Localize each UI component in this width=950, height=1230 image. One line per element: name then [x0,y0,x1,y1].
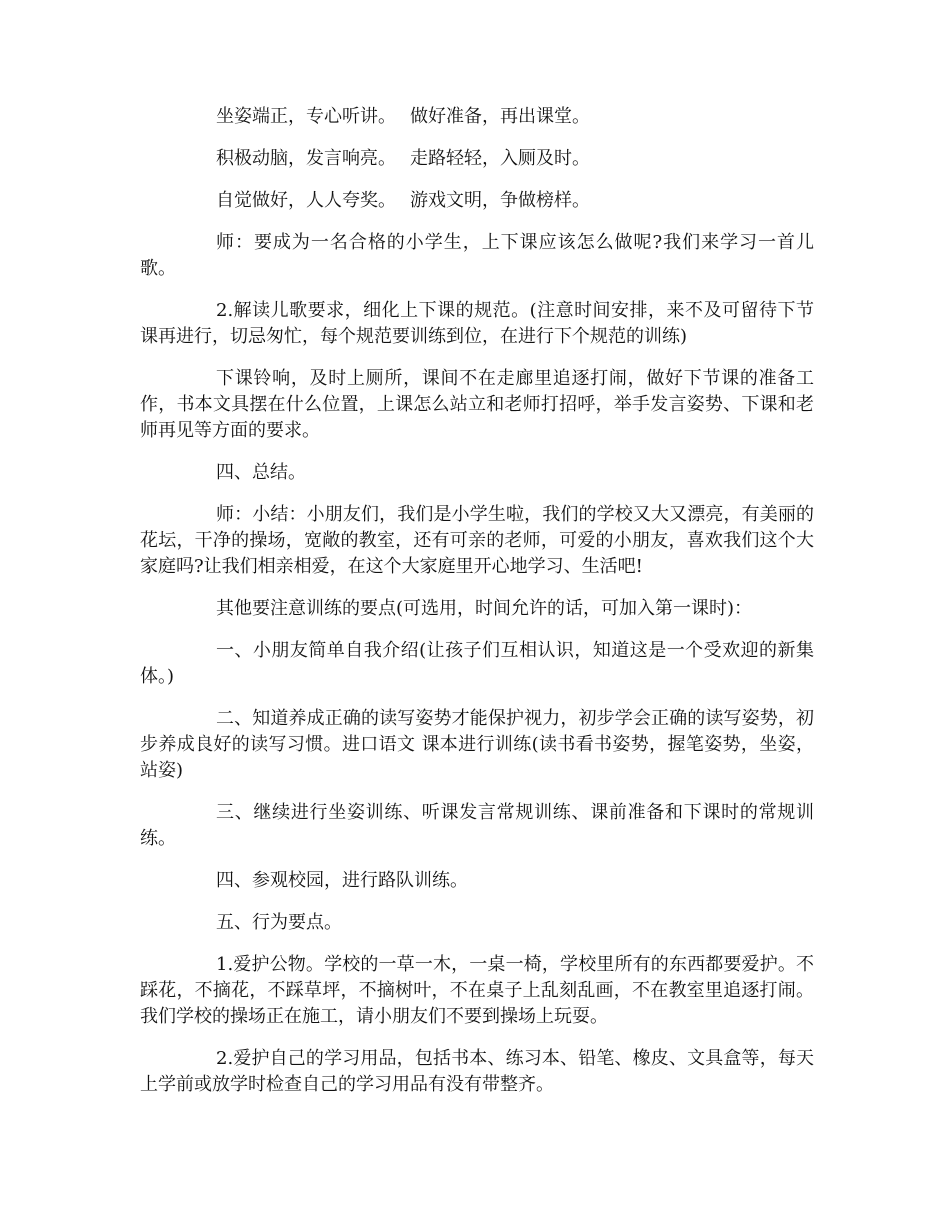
section-heading-behavior: 五、行为要点。 [216,912,342,933]
verse-left: 自觉做好，人人夸奖。 [216,190,396,211]
verse-right: 走路轻轻，入厕及时。 [410,148,590,169]
verse-right: 游戏文明，争做榜样。 [410,190,590,211]
verse-right: 做好准备，再出课堂。 [410,106,590,127]
verse-left: 积极动脑，发言响亮。 [216,148,396,169]
list-item-school-supplies: 2.爱护自己的学习用品，包括书本、练习本、铅笔、橡皮、文具盒等，每天上学前或放学时检查自己的学习用品有没有带整齐。 [140,1048,814,1095]
verse-line [216,104,814,130]
verse-left: 坐姿端正，专心听讲。 [216,106,396,127]
paragraph-interpret-rhyme: 2.解读儿歌要求，细化上下课的规范。(注意时间安排，来不及可留待下节课再进行，切忌匆忙，每个规范要训练到位，在进行下个规范的训练) [140,300,814,347]
document-body [140,104,814,1114]
list-item-routine-training: 三、继续进行坐姿训练、听课发言常规训练、课前准备和下课时的常规训练。 [140,802,814,849]
section-heading-summary: 四、总结。 [216,462,306,483]
list-item-campus-tour: 四、参观校园，进行路队训练。 [216,870,468,891]
paragraph-summary: 师：小结：小朋友们，我们是小学生啦，我们的学校又大又漂亮，有美丽的花坛，干净的操场，宽敞的教室，还有可亲的老师，可爱的小朋友，喜欢我们这个大家庭吗?让我们相亲相爱，在这个大家庭里开心地学习、生活吧! [140,504,814,577]
paragraph-other-points: 其他要注意训练的要点(可选用，时间允许的话，可加入第一课时)： [216,598,753,619]
paragraph-class-rules: 下课铃响，及时上厕所，课间不在走廊里追逐打闹，做好下节课的准备工作，书本文具摆在什么位置，上课怎么站立和老师打招呼，举手发言姿势、下课和老师再见等方面的要求。 [140,368,814,441]
paragraph-teacher-intro: 师：要成为一名合格的小学生，上下课应该怎么做呢?我们来学习一首儿歌。 [140,232,814,279]
list-item-public-property: 1.爱护公物。学校的一草一木，一桌一椅，学校里所有的东西都要爱护。不踩花，不摘花，不踩草坪，不摘树叶，不在桌子上乱刻乱画，不在教室里追逐打闹。我们学校的操场正在施工，请小朋友们不要到操场上玩耍。 [140,954,814,1027]
list-item-self-intro: 一、小朋友简单自我介绍(让孩子们互相认识，知道这是一个受欢迎的新集体。) [140,640,814,687]
verse-line [216,146,814,172]
verse-line [216,188,814,214]
list-item-posture: 二、知道养成正确的读写姿势才能保护视力，初步学会正确的读写姿势，初步养成良好的读写习惯。进口语文 课本进行训练(读书看书姿势，握笔姿势，坐姿，站姿) [140,708,814,781]
